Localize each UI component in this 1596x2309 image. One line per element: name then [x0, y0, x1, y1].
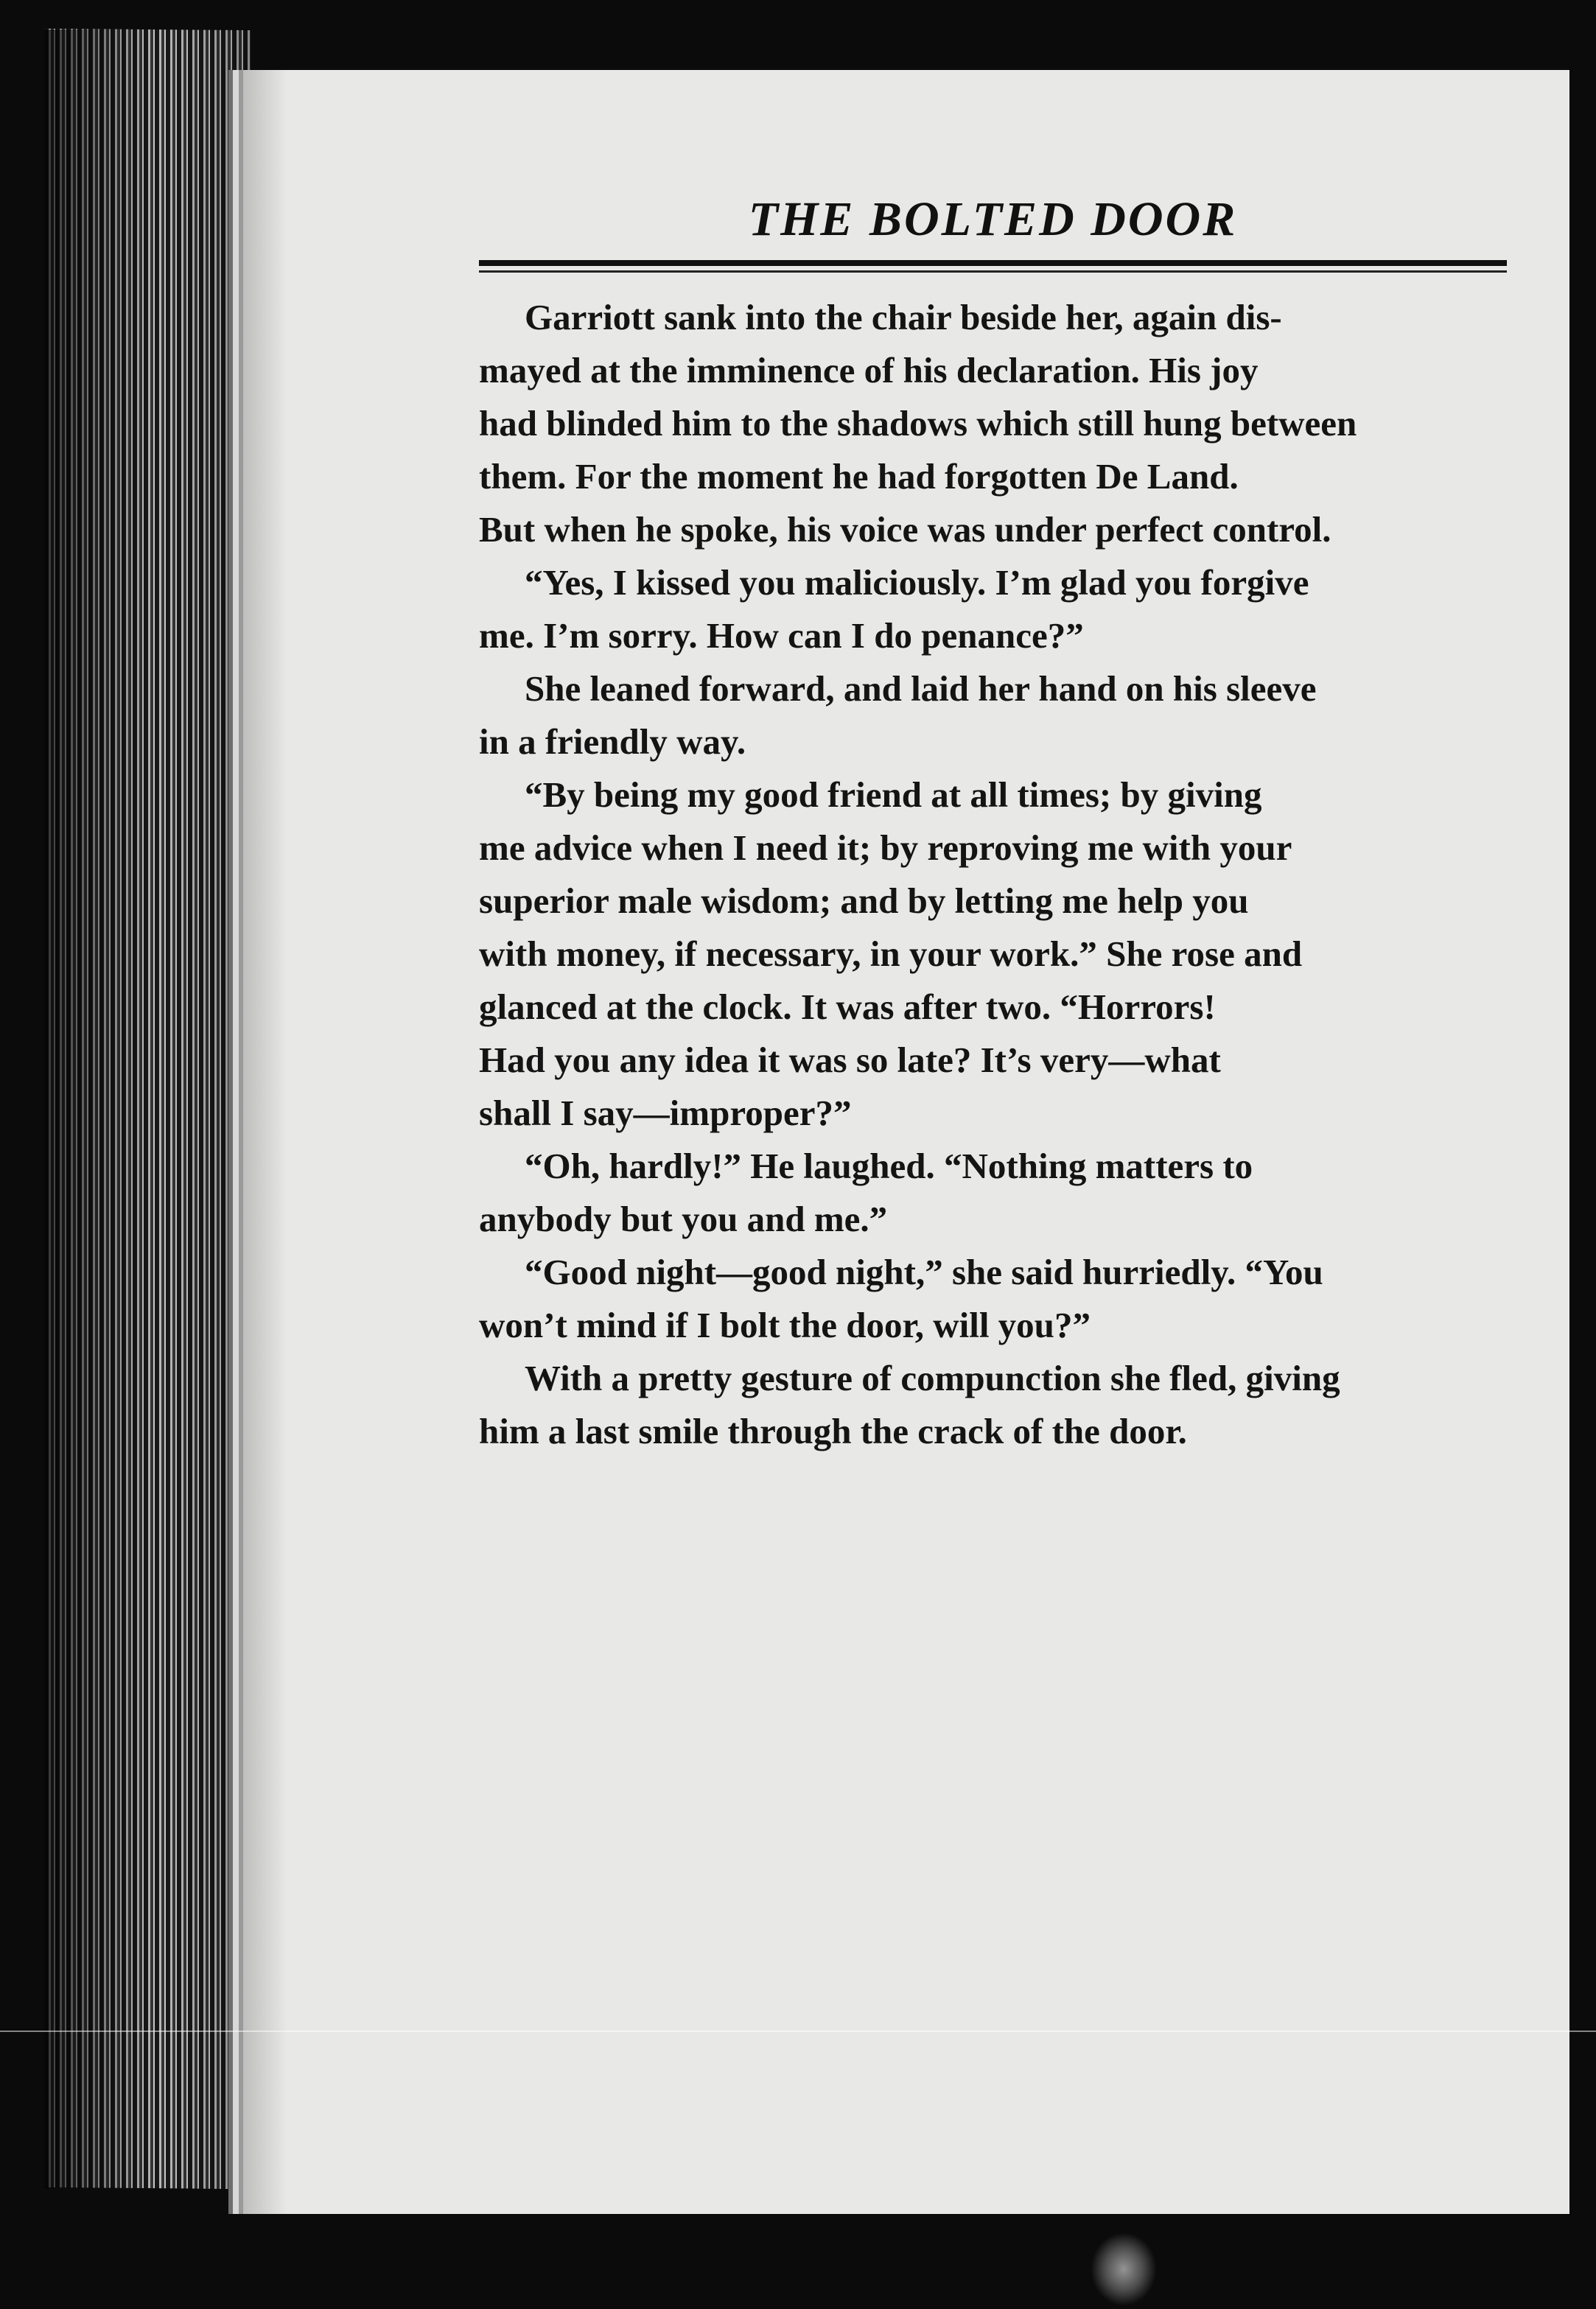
paragraph: Garriott sank into the chair beside her, again dis- mayed at the imminence of his declaration. His joy had blinded him to the shadows which still hung between them. For the moment he had forgotten De Land. But when he spoke, his voice was under perfect control.	[479, 297, 1357, 550]
paragraph: “Good night—good night,” she said hurriedly. “You won’t mind if I bolt the door, will you?”	[479, 1252, 1323, 1345]
paragraph: “By being my good friend at all times; by giving me advice when I need it; by reproving me with your superior male wisdom; and by letting me help you with money, if necessary, in your work.” She rose and glanced at the clock. It was after two. “Horrors! Had you any idea it was so late? It’s very—what shall I say—improper?”	[479, 774, 1303, 1133]
scan-artifact-line	[0, 2031, 1596, 2032]
scan-artifact-smudge	[1091, 2232, 1157, 2306]
book-edge-shadow	[44, 29, 251, 2188]
paragraph: “Yes, I kissed you maliciously. I’m glad you forgive me. I’m sorry. How can I do penance?”	[479, 562, 1309, 656]
header-rule-thick	[479, 260, 1507, 266]
book-page	[243, 70, 1569, 2214]
paragraph: With a pretty gesture of compunction she fled, giving him a last smile through the crack of the door.	[479, 1358, 1340, 1451]
paragraph: She leaned forward, and laid her hand on his sleeve in a friendly way.	[479, 668, 1317, 762]
paragraph: “Oh, hardly!” He laughed. “Nothing matters to anybody but you and me.”	[479, 1146, 1253, 1239]
gutter-shadow	[243, 70, 287, 2214]
running-head: THE BOLTED DOOR	[748, 192, 1238, 246]
header-rule-thin	[479, 270, 1507, 273]
body-text	[479, 291, 1507, 1458]
